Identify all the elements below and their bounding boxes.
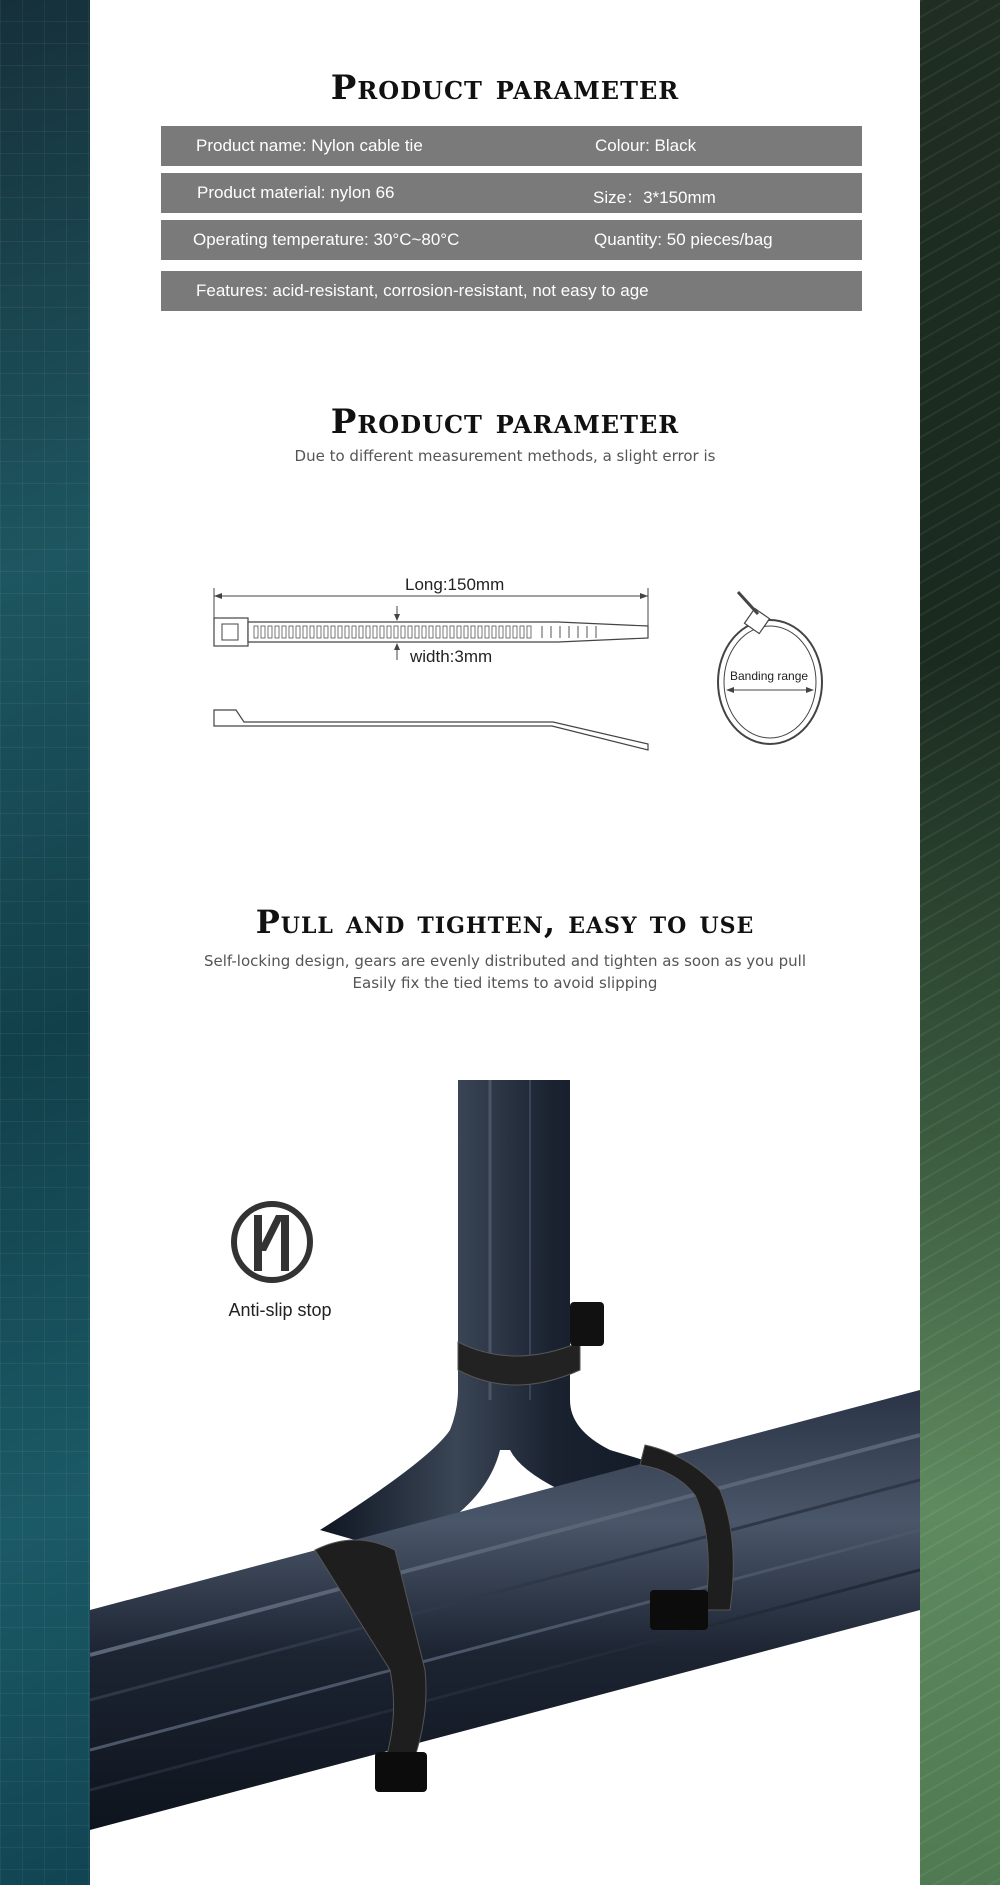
horizontal-cable-bundle bbox=[90, 1390, 920, 1830]
width-label: width:3mm bbox=[410, 647, 493, 666]
cable-tie-right-head bbox=[650, 1590, 708, 1630]
param-size: Size：3*150mm bbox=[593, 188, 716, 207]
param-features: Features: acid-resistant, corrosion-resistant, not easy to age bbox=[196, 281, 649, 300]
param-colour: Colour: Black bbox=[595, 136, 697, 155]
tie-strap-top bbox=[248, 622, 648, 642]
section3-line2: Easily fix the tied items to avoid slipping bbox=[352, 974, 658, 992]
cable-tie-dimension-diagram bbox=[90, 0, 920, 800]
section1-title: Product parameter bbox=[330, 68, 680, 108]
cable-bundle-illustration bbox=[90, 1070, 920, 1885]
tie-side-view bbox=[214, 710, 648, 750]
product-page bbox=[90, 0, 920, 1885]
section3-line1: Self-locking design, gears are evenly distributed and tighten as soon as you pull bbox=[204, 952, 806, 970]
param-quantity: Quantity: 50 pieces/bag bbox=[594, 230, 773, 249]
param-product-name: Product name: Nylon cable tie bbox=[196, 136, 423, 155]
cable-tie-top-head bbox=[570, 1302, 604, 1346]
long-label: Long:150mm bbox=[405, 575, 505, 594]
section2-title: Product parameter bbox=[330, 402, 680, 442]
param-material: Product material: nylon 66 bbox=[197, 183, 395, 202]
anti-slip-label: Anti-slip stop bbox=[228, 1300, 332, 1320]
param-temperature: Operating temperature: 30°C~80°C bbox=[193, 230, 460, 249]
right-decorative-background bbox=[920, 0, 1000, 1885]
section3-title: Pull and tighten, easy to use bbox=[255, 903, 755, 941]
section2-subtitle: Due to different measurement methods, a slight error is bbox=[294, 447, 716, 465]
left-decorative-background bbox=[0, 0, 90, 1885]
cable-tie-left-head bbox=[375, 1752, 427, 1792]
banding-label: Banding range bbox=[730, 669, 809, 683]
